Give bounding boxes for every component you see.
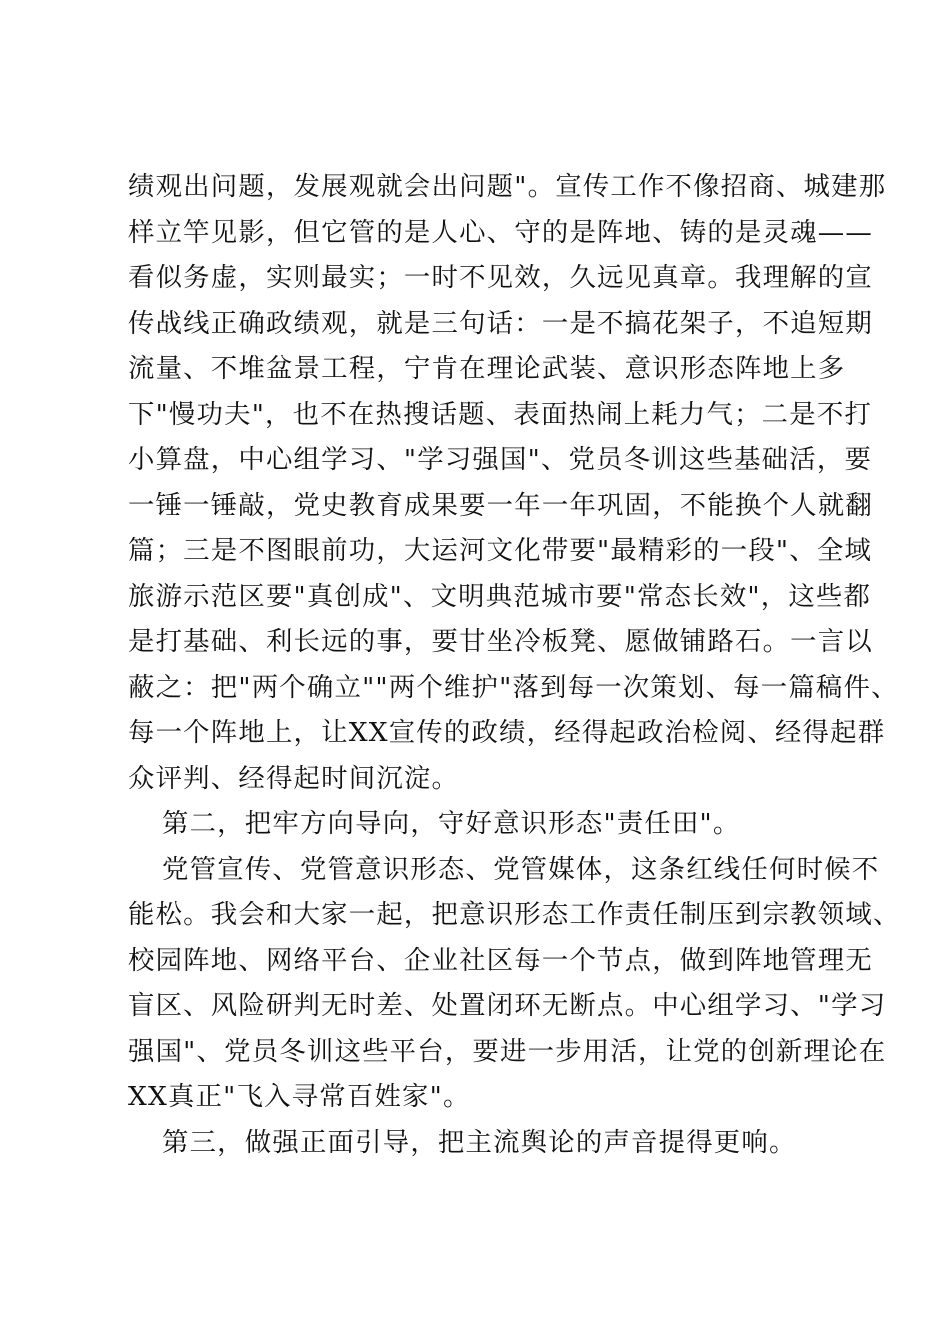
text-line: 众评判、经得起时间沉淀。 xyxy=(128,762,460,794)
text-line: 流量、不堆盆景工程，宁肯在理论武装、意识形态阵地上多 xyxy=(128,353,846,384)
text-line: 下"慢功夫"，也不在热搜话题、表面热闹上耗力气；二是不打 xyxy=(128,398,873,430)
text-line: XX真正"飞入寻常百姓家"。 xyxy=(128,1081,471,1112)
text-line: 校园阵地、网络平台、企业社区每一个节点，做到阵地管理无 xyxy=(128,944,873,976)
text-line: 每一个阵地上，让XX宣传的政绩，经得起政治检阅、经得起群 xyxy=(128,717,886,748)
text-line: 能松。我会和大家一起，把意识形态工作责任制压到宗教领域、 xyxy=(128,899,901,930)
text-line: 强国"、党员冬训这些平台，要进一步用活，让党的创新理论在 xyxy=(128,1035,887,1067)
text-line: 盲区、风险研判无时差、处置闭环无断点。中心组学习、"学习 xyxy=(128,990,887,1021)
text-line: 样立竿见影，但它管的是人心、守的是阵地、铸的是灵魂—— xyxy=(128,216,873,248)
text-line: 党管宣传、党管意识形态、党管媒体，这条红线任何时候不 xyxy=(162,853,880,885)
text-line: 看似务虚，实则最实；一时不见效，久远见真章。我理解的宣 xyxy=(128,262,873,293)
text-line: 一锤一锤敲，党史教育成果要一年一年巩固，不能换个人就翻 xyxy=(128,489,873,521)
text-line: 绩观出问题，发展观就会出问题"。宣传工作不像招商、城建那 xyxy=(128,171,887,202)
text-line: 传战线正确政绩观，就是三句话：一是不搞花架子，不追短期 xyxy=(128,307,873,339)
text-line: 篇；三是不图眼前功，大运河文化带要"最精彩的一段"、全域 xyxy=(128,535,873,566)
paragraph-continuation xyxy=(128,164,899,801)
paragraph-ideology xyxy=(128,847,901,1120)
section-heading-third: 第三，做强正面引导，把主流舆论的声音提得更响。 xyxy=(162,1126,797,1158)
text-line: 旅游示范区要"真创成"、文明典范城市要"常态长效"，这些都 xyxy=(128,580,872,612)
text-line: 小算盘，中心组学习、"学习强国"、党员冬训这些基础活，要 xyxy=(128,444,873,475)
text-line: 蔽之：把"两个确立""两个维护"落到每一次策划、每一篇稿件、 xyxy=(128,671,899,703)
section-heading-second: 第二，把牢方向导向，守好意识形态"责任田"。 xyxy=(162,808,741,839)
text-line: 是打基础、利长远的事，要甘坐冷板凳、愿做铺路石。一言以 xyxy=(128,626,873,657)
document-body xyxy=(128,164,901,1165)
